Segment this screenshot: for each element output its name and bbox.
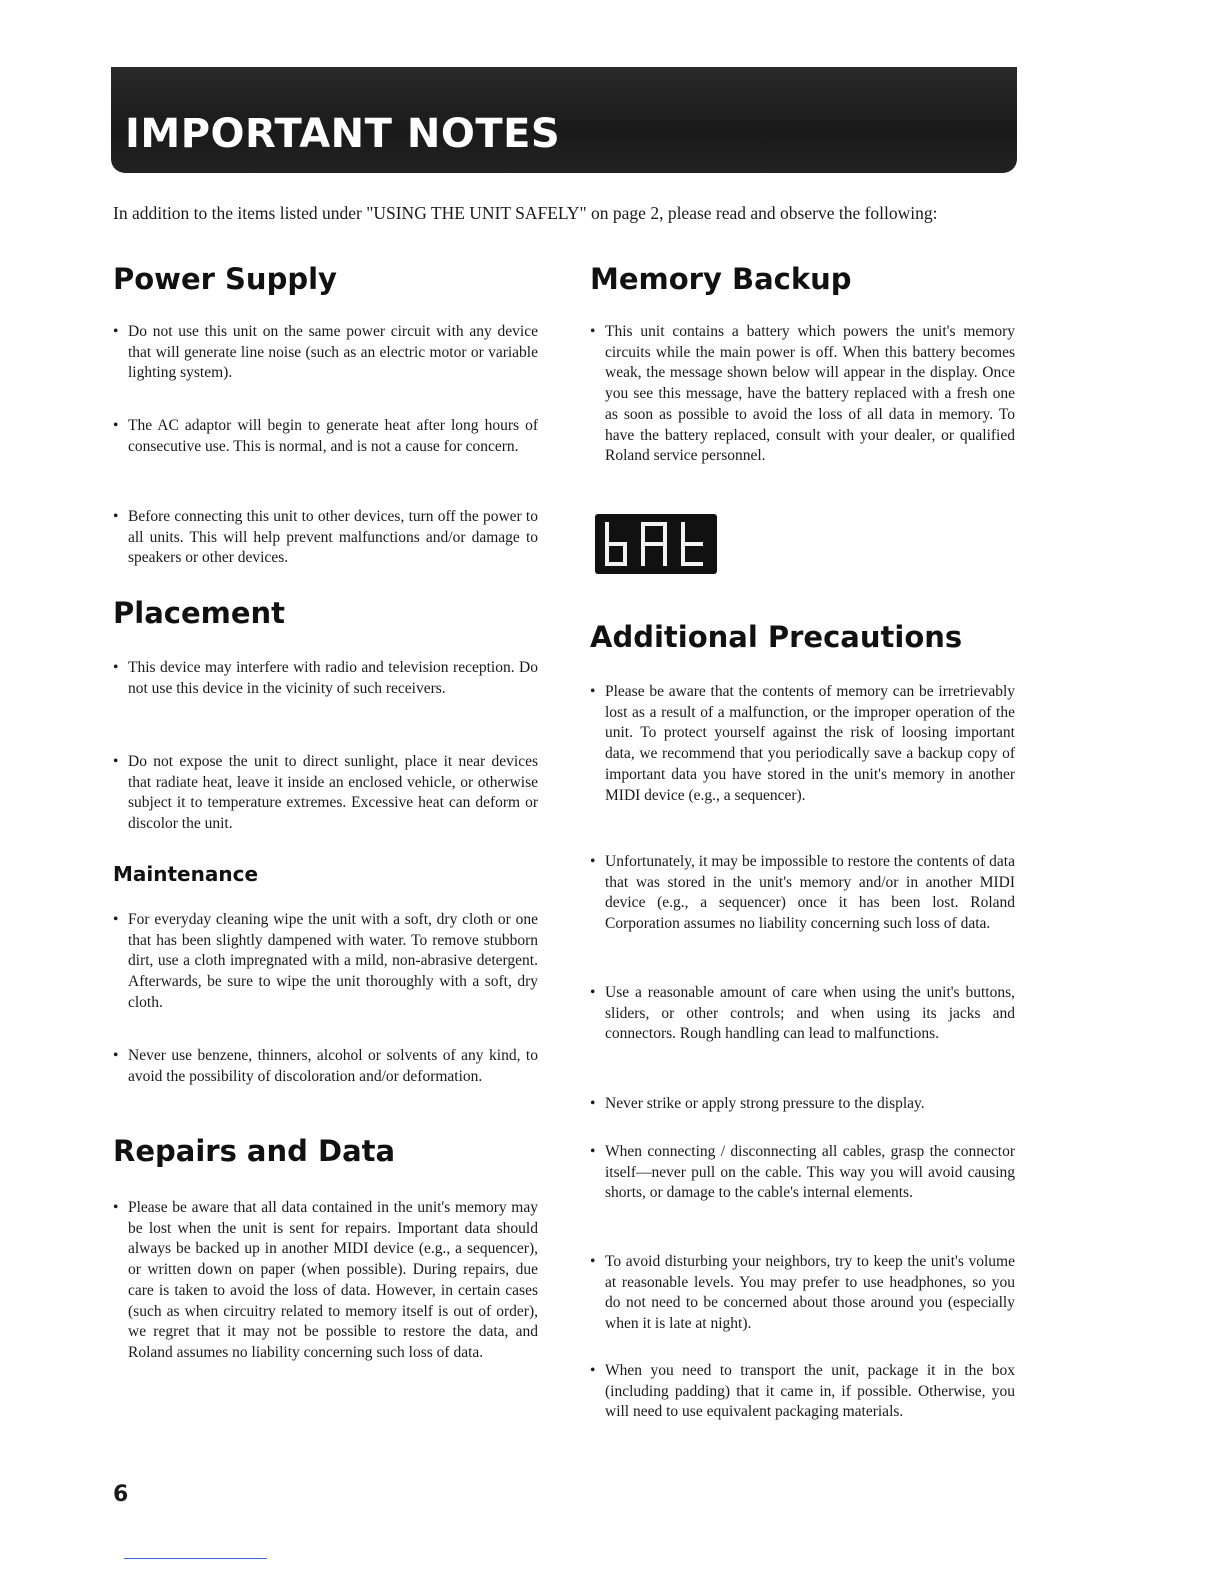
list-item: • Please be aware that all data contained in the unit's memory may be lost when the unit is sent for repairs. Important data should always be backed up in another MIDI device (e.g., a sequencer), or written down on paper (when possible). During repairs, due care is taken to avoid the loss of data. However, in certain cases (such as when circuitry related to memory itself is out of order), we regret that it may not be possible to restore the data, and Roland assumes no liability concerning such loss of data. — [113, 1199, 538, 1361]
list-item: • Never strike or apply strong pressure to the display. — [590, 1094, 1015, 1115]
list-item: • This device may interfere with radio and television reception. Do not use this device in the vicinity of such receivers. — [113, 659, 538, 697]
list-item: • This unit contains a battery which powers the unit's memory circuits while the main power is off. When this battery becomes weak, the message shown below will appear in the display. Once you see this message, have the battery replaced with a fresh one as soon as possible to avoid the loss of all data in memory. To have the battery replaced, consult with your dealer, or qualified Roland service personnel. — [590, 323, 1015, 465]
bullet-icon: • — [113, 1199, 119, 1216]
list-item: • Never use benzene, thinners, alcohol or solvents of any kind, to avoid the possibility of discoloration and/or deformation. — [113, 1047, 538, 1085]
section-title-placement: Placement — [113, 596, 286, 630]
page-title: IMPORTANT NOTES — [125, 111, 561, 157]
intro-paragraph: In addition to the items listed under "USING THE UNIT SAFELY" on page 2, please read and observe the following: — [113, 203, 938, 223]
bullet-icon: • — [113, 659, 119, 676]
section-title-additional-precautions: Additional Precautions — [590, 620, 963, 654]
list-item: • The AC adaptor will begin to generate heat after long hours of consecutive use. This is normal, and is not a cause for concern. — [113, 417, 538, 455]
bullet-icon: • — [113, 417, 119, 434]
bullet-icon: • — [113, 323, 119, 340]
bullet-icon: • — [590, 323, 596, 340]
list-item: • Do not expose the unit to direct sunlight, place it near devices that radiate heat, leave it inside an enclosed vehicle, or otherwise subject it to temperature extremes. Excessive heat can deform or discolor the unit. — [113, 753, 538, 833]
list-item: • Before connecting this unit to other devices, turn off the power to all units. This will help prevent malfunctions and/or damage to speakers or other devices. — [113, 508, 538, 567]
list-item: • Use a reasonable amount of care when using the unit's buttons, sliders, or other controls; and when using its jacks and connectors. Rough handling can lead to malfunctions. — [590, 984, 1015, 1043]
list-item: • When connecting / disconnecting all cables, grasp the connector itself—never pull on the cable. This way you will avoid causing shorts, or damage to the cable's internal elements. — [590, 1143, 1015, 1202]
list-item: • For everyday cleaning wipe the unit with a soft, dry cloth or one that has been slightly dampened with water. To remove stubborn dirt, use a cloth impregnated with a mild, non-abrasive detergent. Afterwards, be sure to wipe the unit thoroughly with a soft, dry cloth. — [113, 911, 538, 1011]
section-title-maintenance: Maintenance — [113, 862, 259, 886]
page-number: 6 — [113, 1482, 129, 1507]
footer-rule — [124, 1558, 267, 1559]
bullet-icon: • — [590, 853, 596, 870]
bullet-icon: • — [590, 1143, 596, 1160]
battery-low-display — [595, 514, 717, 574]
bullet-icon: • — [590, 984, 596, 1001]
section-title-power-supply: Power Supply — [113, 262, 337, 296]
list-item: • Do not use this unit on the same power circuit with any device that will generate line noise (such as an electric motor or variable lighting system). — [113, 323, 538, 382]
list-item: • To avoid disturbing your neighbors, try to keep the unit's volume at reasonable levels. You may prefer to use headphones, so you do not need to be concerned about those around you (especially when it is late at night). — [590, 1253, 1015, 1333]
section-title-repairs-and-data: Repairs and Data — [113, 1134, 396, 1168]
header-banner — [111, 67, 1017, 173]
list-item: • When you need to transport the unit, package it in the box (including padding) that it came in, if possible. Otherwise, you will need to use equivalent packaging materials. — [590, 1362, 1015, 1421]
bullet-icon: • — [590, 1095, 596, 1112]
bullet-icon: • — [113, 508, 119, 525]
bullet-icon: • — [590, 1362, 596, 1379]
bullet-icon: • — [113, 911, 119, 928]
bullet-icon: • — [590, 683, 596, 700]
bullet-icon: • — [590, 1253, 596, 1270]
list-item: • Unfortunately, it may be impossible to restore the contents of data that was stored in the unit's memory and/or in another MIDI device (e.g., a sequencer) once it has been lost. Roland Corporation assumes no liability concerning such loss of data. — [590, 853, 1015, 933]
list-item: • Please be aware that the contents of memory can be irretrievably lost as a result of a malfunction, or the improper operation of the unit. To protect yourself against the risk of loosing important data, we recommend that you periodically save a backup copy of important data you have stored in the unit's memory in another MIDI device (e.g., a sequencer). — [590, 683, 1015, 804]
bullet-icon: • — [113, 1047, 119, 1064]
seven-segment-icon — [595, 514, 717, 574]
bullet-icon: • — [113, 753, 119, 770]
section-title-memory-backup: Memory Backup — [590, 262, 852, 296]
